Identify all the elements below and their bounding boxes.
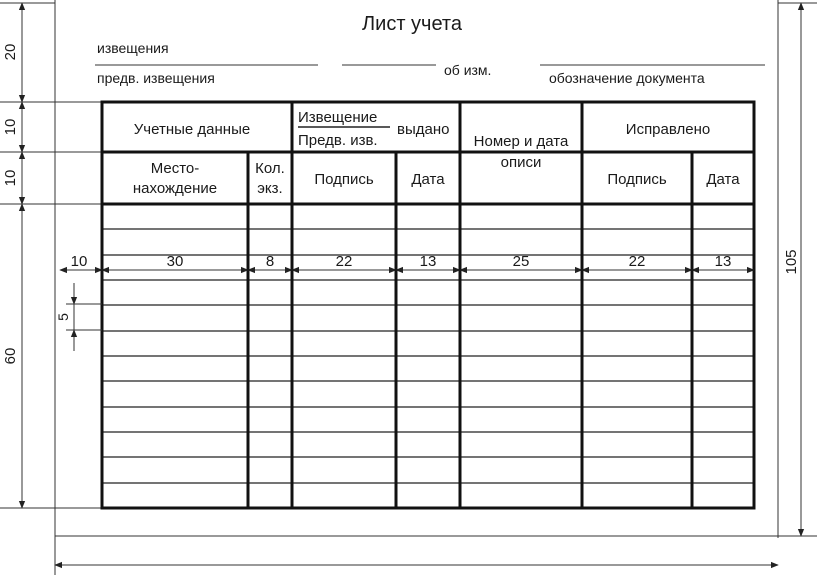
location-line1: Место- [150, 160, 200, 177]
right-dimension [783, 3, 801, 536]
account-data-header: Учетные данные [133, 121, 251, 138]
dim-col-signature: 22 [335, 253, 353, 270]
issued-label: выдано [397, 121, 450, 138]
dim-col-corrected-date: 13 [714, 253, 732, 270]
dim-body-height: 60 [2, 347, 19, 365]
copies-line1: Кол. [255, 160, 285, 177]
location-line2: нахождение [132, 180, 218, 197]
dim-col-corrected-signature: 22 [628, 253, 646, 270]
dim-col-location: 30 [166, 253, 184, 270]
copies-line2: экз. [257, 180, 283, 197]
notice-bottom-label: Предв. изв. [298, 132, 378, 149]
dim-total-height: 105 [783, 249, 800, 275]
corrected-signature-header: Подпись [607, 171, 667, 188]
number-date-line2: описи [500, 154, 542, 171]
date-header: Дата [411, 171, 445, 188]
header-fields [95, 40, 765, 86]
corrected-header: Исправлено [625, 121, 711, 138]
change-number-label: об изм. [444, 62, 492, 78]
notice-top-label: Извещение [298, 109, 378, 126]
doc-designation-label: обозначение документа [549, 70, 705, 86]
sheet-title: Лист учета [362, 13, 462, 35]
dim-row-pitch: 5 [55, 313, 71, 321]
number-date-line1: Номер и дата [473, 133, 569, 150]
dim-header-height: 20 [2, 43, 19, 61]
dim-col-copies: 8 [265, 253, 275, 270]
notice-label: извещения [97, 40, 169, 56]
dim-col-date: 13 [419, 253, 437, 270]
prev-notice-label: предв. извещения [97, 70, 215, 86]
corrected-date-header: Дата [706, 171, 740, 188]
dim-row1-height: 10 [2, 118, 19, 136]
signature-header: Подпись [314, 171, 374, 188]
dim-left-margin: 10 [70, 253, 88, 270]
dim-col-number-date: 25 [512, 253, 530, 270]
dim-row2-height: 10 [2, 169, 19, 187]
